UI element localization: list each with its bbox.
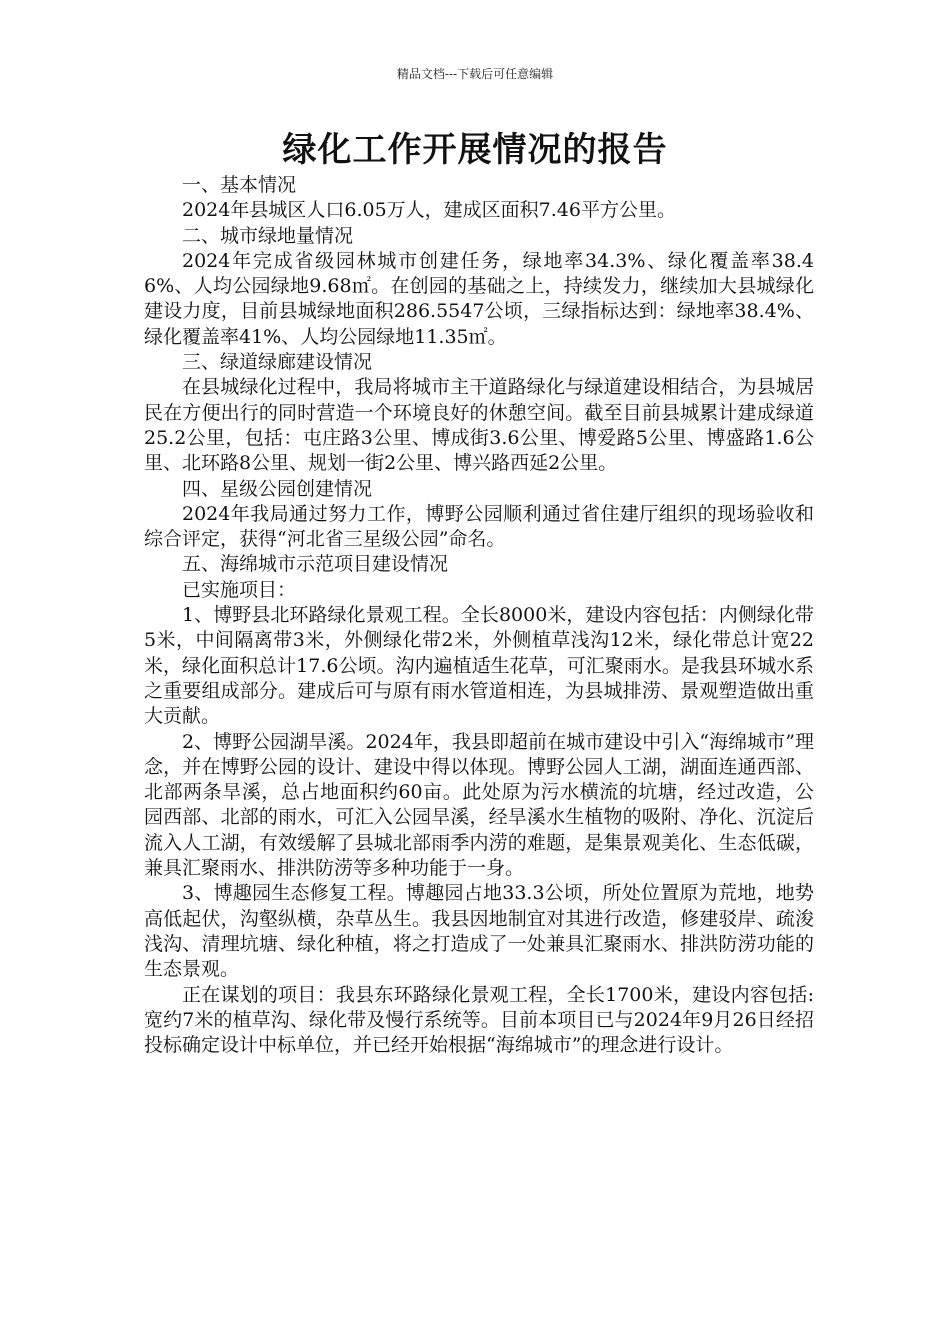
paragraph-planned-project: 正在谋划的项目：我县东环路绿化景观工程，全长1700米，建设内容包括:宽约7米的植草沟、绿化带及慢行系统等。目前本项目已与2024年9月26日经招投标确定设计中标单位，并已经开始根据“海绵城市”的理念进行设计。 (144, 983, 814, 1057)
section-heading-park: 四、星级公园创建情况 (182, 477, 373, 500)
paragraph-project-2: 2、博野公园湖旱溪。2024年，我县即超前在城市建设中引入“海绵城市”理念，并在博野公园的设计、建设中得以体现。博野公园人工湖，湖面连通西部、北部两条旱溪，总占地面积约60亩。此处原为污水横流的坑塘，经过改造，公园西部、北部的雨水，可汇入公园旱溪，经旱溪水生植物的吸附、净化、沉淀后流入人工湖，有效缓解了县城北部雨季内涝的难题，是集景观美化、生态低碳，兼具汇聚雨水、排洪防涝等多种功能于一身。 (144, 730, 814, 880)
section-heading-greenway: 三、绿道绿廊建设情况 (182, 351, 373, 374)
paragraph-project-3: 3、博趣园生态修复工程。博趣园占地33.3公顷，所处位置原为荒地，地势高低起伏，沟壑纵横，杂草丛生。我县因地制宜对其进行改造，修建驳岸、疏浚浅沟、清理坑塘、绿化种植，将之打造成了一处兼具汇聚雨水、排洪防涝功能的生态景观。 (144, 882, 814, 981)
header-note: 精品文档---下载后可任意编辑 (396, 67, 554, 81)
paragraph-park: 2024年我局通过努力工作，博野公园顺利通过省住建厅组织的现场验收和综合评定，获得“河北省三星级公园”命名。 (144, 502, 814, 551)
paragraph-basic: 2024年县城区人口6.05万人，建成区面积7.46平方公里。 (182, 199, 676, 222)
paragraph-project-1: 1、博野县北环路绿化景观工程。全长8000米，建设内容包括：内侧绿化带5米，中间隔离带3米，外侧绿化带2米，外侧植草浅沟12米，绿化带总计宽22米，绿化面积总计17.6公顷。沟内遍植适生花草，可汇聚雨水。是我县环城水系之重要组成部分。建成后可与原有雨水管道相连，为县城排涝、景观塑造做出重大贡献。 (144, 604, 814, 728)
paragraph-greenland: 2024年完成省级园林城市创建任务，绿地率34.3%、绿化覆盖率38.46%、人均公园绿地9.68㎡。在创园的基础之上，持续发力，继续加大县城绿化建设力度，目前县城绿地面积286.5547公顷，三绿指标达到：绿地率38.4%、绿化覆盖率41%、人均公园绿地11.35㎡。 (144, 249, 814, 348)
section-heading-basic: 一、基本情况 (182, 174, 297, 196)
document-title: 绿化工作开展情况的报告 (282, 130, 668, 170)
paragraph-implemented-label: 已实施项目： (182, 578, 297, 601)
section-heading-greenland: 二、城市绿地量情况 (182, 224, 354, 247)
paragraph-greenway: 在县城绿化过程中，我局将城市主干道路绿化与绿道建设相结合，为县城居民在方便出行的同时营造一个环境良好的休憩空间。截至目前县城累计建成绿道25.2公里，包括：屯庄路3公里、博成街3.6公里、博爱路5公里、博盛路1.6公里、北环路8公里、规划一街2公里、博兴路西延2公里。 (144, 376, 814, 475)
section-heading-sponge-city: 五、海绵城市示范项目建设情况 (182, 553, 449, 576)
document-body (144, 173, 814, 1058)
